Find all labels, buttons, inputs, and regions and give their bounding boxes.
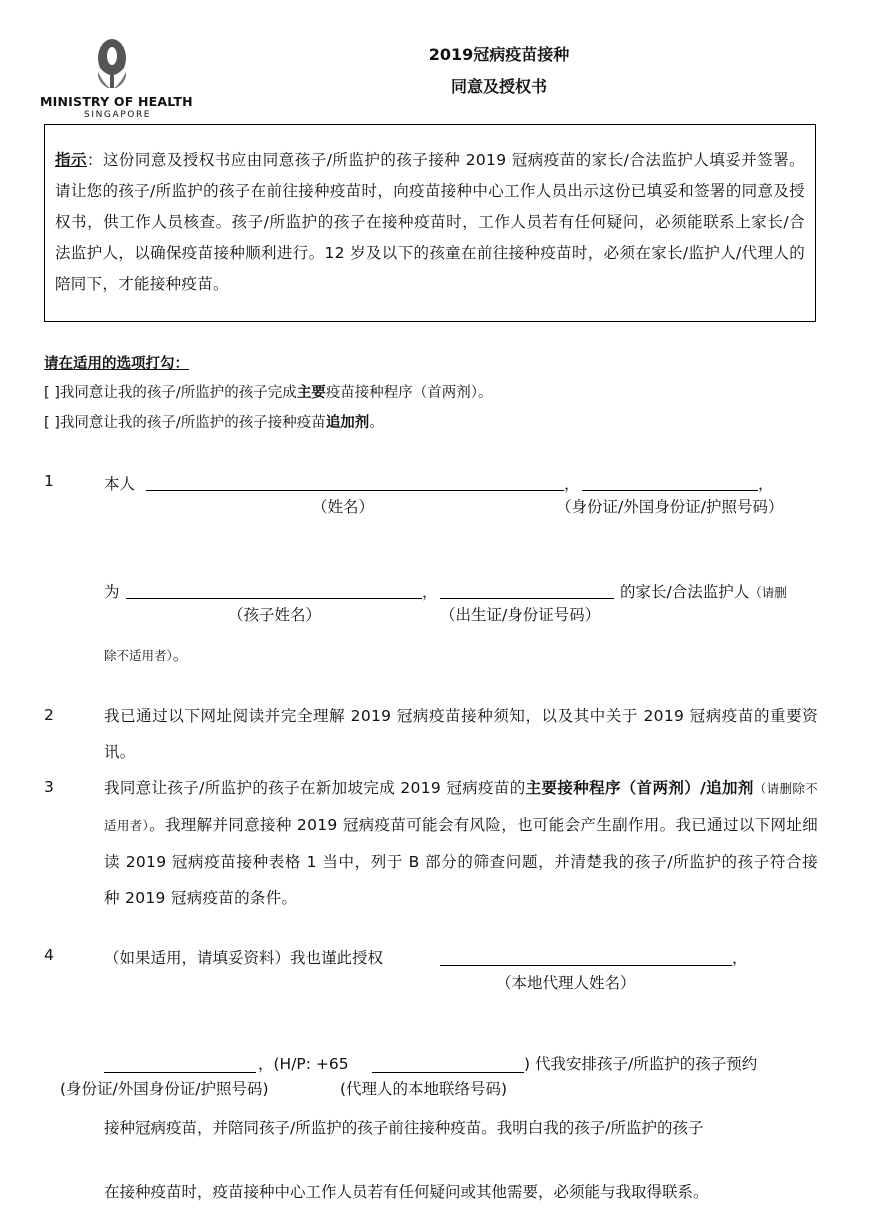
item-4-hp-suffix: ) 代我安排孩子/所监护的孩子预约 xyxy=(524,1055,758,1073)
parent-name-field[interactable] xyxy=(146,490,564,491)
label-parent-id: （身份证/外国身份证/护照号码） xyxy=(556,498,784,516)
label-agent-phone: (代理人的本地联络号码) xyxy=(340,1080,508,1098)
item-1-comma-1: ， xyxy=(564,475,580,493)
agent-phone-field[interactable] xyxy=(372,1072,524,1073)
item-2-text: 我已通过以下网址阅读并完全理解 2019 冠病疫苗接种须知，以及其中关于 2019 冠病疫苗的重要资讯。 xyxy=(104,707,818,761)
item-4-hp-prefix: ，(H/P: +65 xyxy=(258,1055,349,1073)
item-4-number: 4 xyxy=(44,946,54,964)
option-booster[interactable]: [ ]我同意让我的孩子/所监护的孩子接种疫苗追加剂。 xyxy=(44,415,384,431)
item-4-comma: ， xyxy=(732,949,748,967)
item-3-number: 3 xyxy=(44,778,54,796)
item-1-for: 为 xyxy=(104,583,120,601)
item-1-note-end: 除不适用者）。 xyxy=(104,646,189,664)
logo-ministry-name: MINISTRY OF HEALTH xyxy=(40,94,193,109)
item-3-text: 我同意让孩子/所监护的孩子在新加坡完成 2019 冠病疫苗的主要接种程序（首两剂）/追加剂（请删除不适用者）。我理解并同意接种 2019 冠病疫苗可能会有风险，也可能会产生副作用。我已通过以下网址细读 2019 冠病疫苗接种表格 1 当中，列于 B 部分的筛查问题，并清楚我的孩子/所监护的孩子符合接种 2019 冠病疫苗的条件。 xyxy=(104,779,818,907)
item-4-line-a: 接种冠病疫苗，并陪同孩子/所监护的孩子前往接种疫苗。我明白我的孩子/所监护的孩子 xyxy=(104,1119,704,1137)
instructions-text: 指示：这份同意及授权书应由同意孩子/所监护的孩子接种 2019 冠病疫苗的家长/合法监护人填妥并签署。请让您的孩子/所监护的孩子在前往接种疫苗时，向疫苗接种中心工作人员出示这份已填妥和签署的同意及授权书，供工作人员核查。孩子/所监护的孩子在接种疫苗时，工作人员若有任何疑问，必须能联系上家长/合法监护人，以确保疫苗接种顺利进行。12 岁及以下的孩童在前往接种疫苗时，必须在家长/监护人/代理人的陪同下，才能接种疫苗。 xyxy=(55,151,805,293)
label-birth-cert: （出生证/身份证号码） xyxy=(440,606,601,624)
item-4-line-b: 在接种疫苗时，疫苗接种中心工作人员若有任何疑问或其他需要，必须能与我取得联系。 xyxy=(104,1183,709,1201)
agent-name-field[interactable] xyxy=(440,965,732,966)
document-title: 2019冠病疫苗接种 xyxy=(428,45,570,64)
instructions-label: 指示 xyxy=(55,151,87,169)
item-4-authorize-text: （如果适用，请填妥资料）我也谨此授权 xyxy=(104,949,384,967)
item-1-comma-2: ， xyxy=(758,475,774,493)
item-1-number: 1 xyxy=(44,472,54,490)
item-1-comma-3: ， xyxy=(422,583,438,601)
label-name: （姓名） xyxy=(312,498,375,516)
agent-id-field[interactable] xyxy=(104,1072,256,1073)
label-agent-name: （本地代理人姓名） xyxy=(496,974,636,992)
option-primary-doses[interactable]: [ ]我同意让我的孩子/所监护的孩子完成主要疫苗接种程序（首两剂）。 xyxy=(44,385,493,401)
options-title: 请在适用的选项打勾： xyxy=(44,356,189,372)
instructions-box xyxy=(44,124,816,322)
label-agent-id: (身份证/外国身份证/护照号码) xyxy=(60,1080,269,1098)
item-2-number: 2 xyxy=(44,706,54,724)
item-1-guardian-text: 的家长/合法监护人（请删 xyxy=(620,583,787,601)
child-name-field[interactable] xyxy=(126,598,422,599)
item-1-prefix: 本人 xyxy=(104,475,136,493)
label-child-name: （孩子姓名） xyxy=(228,606,322,624)
logo-country: SINGAPORE xyxy=(84,110,152,120)
parent-id-field[interactable] xyxy=(582,490,758,491)
document-subtitle: 同意及授权书 xyxy=(450,77,547,96)
child-birth-cert-field[interactable] xyxy=(440,598,614,599)
